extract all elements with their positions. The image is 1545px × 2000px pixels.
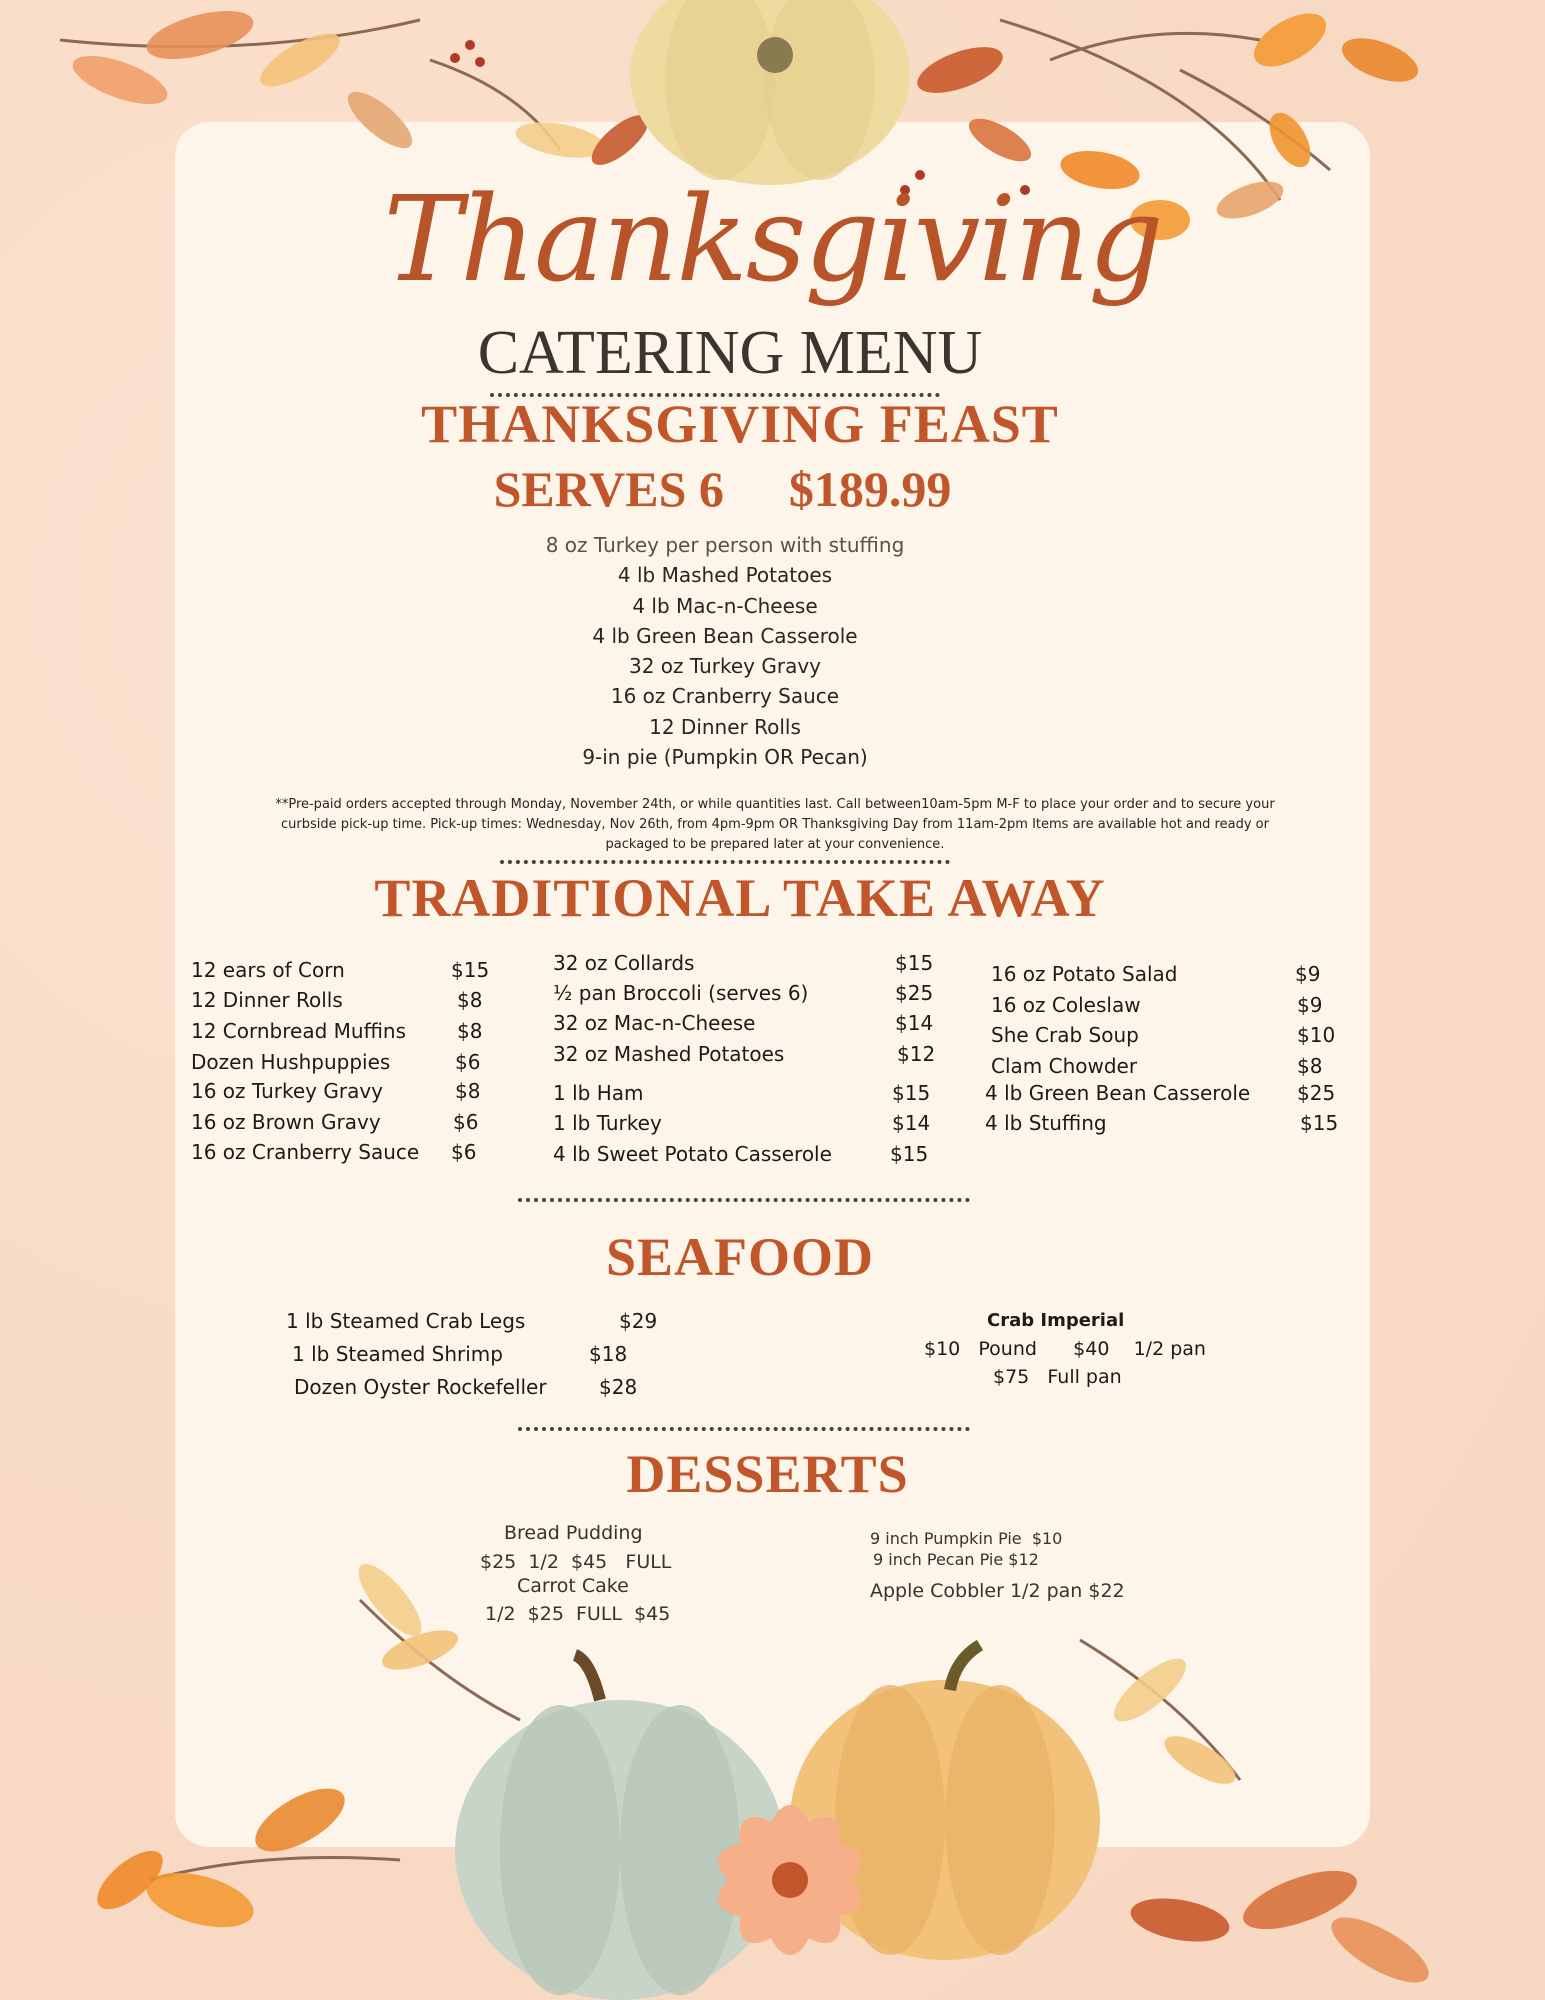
menu-item-name: 4 lb Green Bean Casserole [985, 1081, 1251, 1105]
carrot-cake-title: Carrot Cake [517, 1575, 629, 1597]
carrot-cake-prices: 1/2 $25 FULL $45 [485, 1603, 671, 1625]
menu-item-price: $14 [892, 1111, 931, 1135]
menu-item-name: 1 lb Ham [553, 1081, 644, 1105]
desserts-title: DESSERTS [626, 1444, 909, 1504]
menu-item-price: $8 [457, 1019, 483, 1043]
green-pumpkin-illustration [455, 1655, 785, 2000]
menu-item-name: 16 oz Brown Gravy [191, 1110, 381, 1134]
crab-imperial-title: Crab Imperial [987, 1310, 1125, 1331]
menu-item-name: 4 lb Sweet Potato Casserole [553, 1142, 832, 1166]
menu-item-price: $28 [599, 1375, 638, 1399]
menu-item-price: $9 [1295, 962, 1321, 986]
dotted-divider [500, 860, 950, 864]
list-item: 9-in pie (Pumpkin OR Pecan) [582, 745, 868, 770]
order-note [210, 795, 1340, 855]
list-item: 16 oz Cranberry Sauce [610, 684, 840, 709]
menu-item-name: 32 oz Mashed Potatoes [553, 1042, 785, 1066]
menu-item-price: $15 [892, 1081, 931, 1105]
menu-item-price: $14 [895, 1011, 934, 1035]
pecan-pie: 9 inch Pecan Pie $12 [873, 1550, 1039, 1569]
serves-label: SERVES 6 [493, 461, 724, 517]
menu-item-name: ½ pan Broccoli (serves 6) [553, 981, 809, 1005]
feast-serves [0, 460, 1445, 518]
menu-item-price: $25 [1297, 1081, 1336, 1105]
bread-pudding-title: Bread Pudding [504, 1522, 643, 1544]
menu-item-name: Dozen Oyster Rockefeller [294, 1375, 547, 1399]
menu-item-price: $6 [451, 1140, 477, 1164]
menu-item-price: $6 [455, 1050, 481, 1074]
feast-item-list [0, 530, 1450, 772]
note-line: curbside pick-up time. Pick-up times: Wednesday, Nov 26th, from 4pm-9pm OR Thanksgiving Day from 11am-2pm Items are available hot and ready or [281, 817, 1269, 832]
takeaway-title: TRADITIONAL TAKE AWAY [374, 868, 1106, 928]
crab-imperial-full-pan: $75 Full pan [993, 1366, 1122, 1388]
menu-item-price: $10 [1297, 1023, 1336, 1047]
dotted-divider [518, 1198, 970, 1202]
menu-item-name: 16 oz Coleslaw [991, 993, 1141, 1017]
feast-price: $189.99 [788, 461, 952, 517]
menu-item-price: $15 [890, 1142, 929, 1166]
menu-item-name: 1 lb Steamed Crab Legs [286, 1309, 526, 1333]
menu-item-name: Clam Chowder [991, 1054, 1138, 1078]
menu-item-name: 1 lb Turkey [553, 1111, 662, 1135]
bread-pudding-prices: $25 1/2 $45 FULL [480, 1551, 672, 1573]
menu-item-price: $15 [895, 951, 934, 975]
menu-item-price: $25 [895, 981, 934, 1005]
menu-item-price: $8 [457, 988, 483, 1012]
menu-item-name: 16 oz Turkey Gravy [191, 1079, 383, 1103]
list-item: 12 Dinner Rolls [649, 714, 801, 739]
apple-cobbler: Apple Cobbler 1/2 pan $22 [870, 1580, 1125, 1602]
menu-item-name: She Crab Soup [991, 1023, 1139, 1047]
note-line: packaged to be prepared later at your convenience. [605, 837, 945, 852]
seafood-title: SEAFOOD [605, 1227, 875, 1287]
menu-item-price: $18 [589, 1342, 628, 1366]
menu-item-price: $9 [1297, 993, 1323, 1017]
menu-item-name: 4 lb Stuffing [985, 1111, 1107, 1135]
menu-item-name: 1 lb Steamed Shrimp [292, 1342, 503, 1366]
feast-title: THANKSGIVING FEAST [421, 394, 1059, 454]
menu-item-price: $8 [1297, 1054, 1323, 1078]
list-item: 8 oz Turkey per person with stuffing [545, 533, 905, 557]
list-item: 4 lb Mashed Potatoes [617, 563, 833, 588]
menu-item-price: $12 [897, 1042, 936, 1066]
crab-imperial-prices: $10 Pound $40 1/2 pan [924, 1338, 1206, 1360]
menu-item-name: 32 oz Collards [553, 951, 695, 975]
list-item: 32 oz Turkey Gravy [629, 654, 821, 679]
script-title: Thanksgiving [383, 170, 1162, 308]
menu-item-name: 16 oz Cranberry Sauce [191, 1140, 420, 1164]
menu-item-price: $8 [455, 1079, 481, 1103]
menu-item-price: $15 [1300, 1111, 1339, 1135]
menu-item-name: 32 oz Mac-n-Cheese [553, 1011, 756, 1035]
list-item: 4 lb Mac-n-Cheese [632, 593, 818, 618]
menu-item-name: 12 Dinner Rolls [191, 988, 343, 1012]
menu-item-name: 16 oz Potato Salad [991, 962, 1178, 986]
menu-item-price: $15 [451, 958, 490, 982]
menu-item-price: $29 [619, 1309, 658, 1333]
menu-item-name: 12 Cornbread Muffins [191, 1019, 407, 1043]
menu-item-name: 12 ears of Corn [191, 958, 345, 982]
dotted-divider [518, 1427, 970, 1431]
menu-item-name: Dozen Hushpuppies [191, 1050, 391, 1074]
top-pumpkin-illustration [630, 0, 910, 185]
pumpkin-pie: 9 inch Pumpkin Pie $10 [870, 1529, 1063, 1548]
page-subtitle: CATERING MENU [477, 319, 983, 387]
list-item: 4 lb Green Bean Casserole [592, 623, 858, 648]
note-line: **Pre-paid orders accepted through Monday, November 24th, or while quantities last. Call between10am-5pm M-F to place your order and to secure your [275, 797, 1275, 812]
menu-item-price: $6 [453, 1110, 479, 1134]
